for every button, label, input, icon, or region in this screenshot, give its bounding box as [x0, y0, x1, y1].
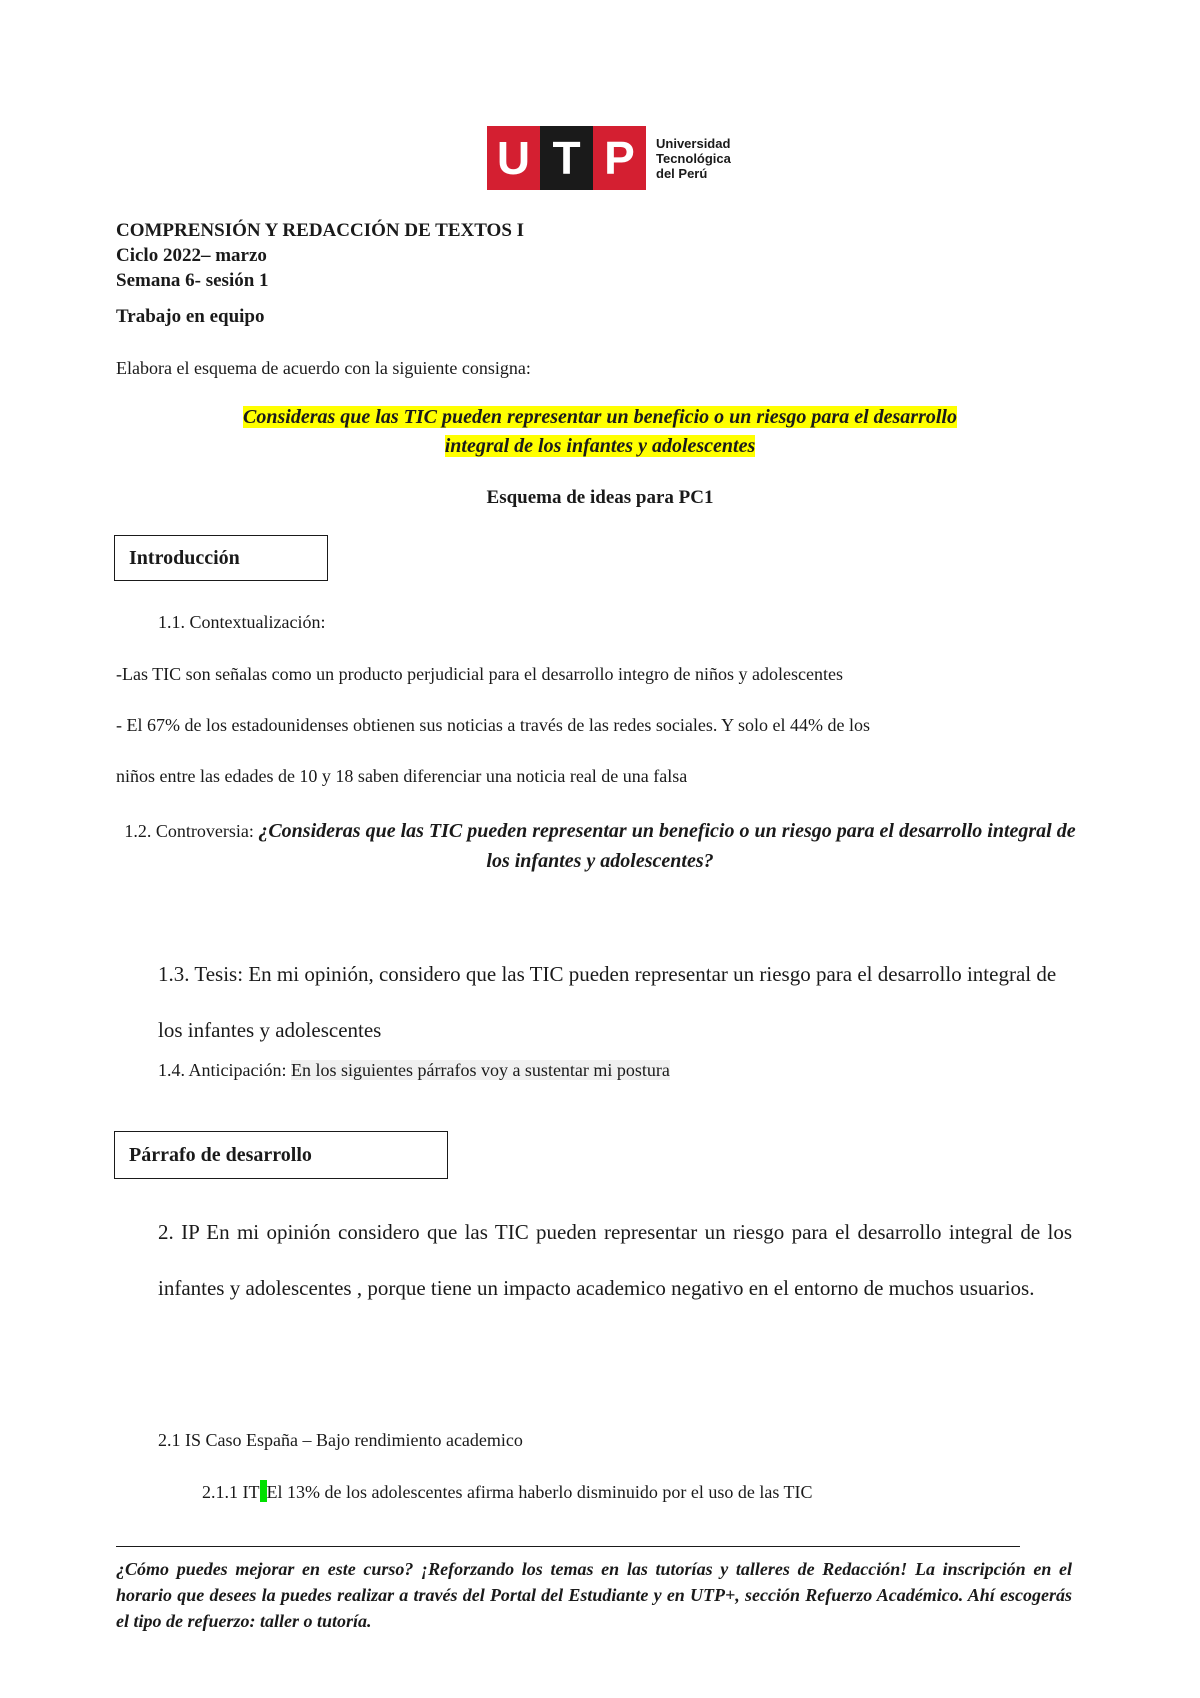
- controversy-label: 1.2. Controversia:: [124, 821, 259, 841]
- introduction-heading-box: [114, 535, 328, 581]
- logo-text: [656, 136, 731, 181]
- course-week: Semana 6- sesión 1: [116, 270, 269, 291]
- anticipation-label: 1.4. Anticipación:: [158, 1060, 291, 1080]
- footer-note: ¿Cómo puedes mejorar en este curso? ¡Reforzando los temas en las tutorías y talleres de Redacción! La inscripción en el horario que desees la puedes realizar a través del Portal del Estudiante y en UTP+, sección Refuerzo Académico. Ahí escogerás el tipo de refuerzo: taller o tutoría.: [116, 1559, 1072, 1631]
- context-label: 1.1. Contextualización:: [158, 612, 326, 632]
- context-bullet-2-continued: niños entre las edades de 10 y 18 saben diferenciar una noticia real de una falsa: [116, 766, 688, 786]
- logo-blocks: [487, 126, 646, 190]
- context-bullet-2: - El 67% de los estadounidenses obtienen sus noticias a través de las redes sociales. Y solo el 44% de los: [116, 715, 870, 735]
- tertiary-idea-label: 2.1.1 IT: [202, 1482, 260, 1502]
- logo-text-line-3: del Perú: [656, 165, 708, 181]
- work-type: Trabajo en equipo: [116, 306, 265, 327]
- secondary-idea: 2.1 IS Caso España – Bajo rendimiento academico: [158, 1430, 523, 1450]
- footer-divider: [116, 1546, 1020, 1547]
- development-heading-box: [114, 1131, 448, 1179]
- prompt-line-2: integral de los infantes y adolescentes: [444, 435, 756, 457]
- controversy-question: ¿Consideras que las TIC pueden representar un beneficio o un riesgo para el desarrollo integral de los infantes y adolescentes?: [258, 820, 1076, 872]
- thesis: 1.3. Tesis: En mi opinión, considero que las TIC pueden representar un riesgo para el desarrollo integral de los infantes y adolescentes: [158, 962, 1057, 1042]
- logo-letter-u: U: [487, 126, 540, 190]
- logo-text-line-2: Tecnológica: [656, 150, 731, 166]
- development-heading: Párrafo de desarrollo: [129, 1143, 312, 1166]
- instruction-text: Elabora el esquema de acuerdo con la siguiente consigna:: [116, 358, 531, 378]
- prompt-question: [116, 403, 1084, 461]
- context-bullet-1: -Las TIC son señalas como un producto perjudicial para el desarrollo integro de niños y adolescentes: [116, 664, 843, 684]
- utp-logo: [487, 126, 731, 190]
- course-title: COMPRENSIÓN Y REDACCIÓN DE TEXTOS I: [116, 220, 525, 241]
- anticipation-text: En los siguientes párrafos voy a sustentar mi postura: [290, 1060, 670, 1080]
- controversy: [116, 816, 1084, 876]
- tertiary-idea: [202, 1480, 813, 1503]
- course-header: [116, 218, 524, 293]
- introduction-heading: Introducción: [129, 546, 240, 569]
- anticipation: [158, 1060, 670, 1081]
- tertiary-idea-text: El 13% de los adolescentes afirma haberlo disminuido por el uso de las TIC: [266, 1482, 813, 1502]
- text-cursor: [260, 1480, 267, 1502]
- logo-letter-p: P: [593, 126, 646, 190]
- schema-title: Esquema de ideas para PC1: [486, 487, 714, 508]
- main-idea-paragraph: 2. IP En mi opinión considero que las TIC pueden representar un riesgo para el desarrollo integral de los infantes y adolescentes , porque tiene un impacto academico negativo en el entorno de muchos usuarios.: [158, 1220, 1072, 1300]
- course-cycle: Ciclo 2022– marzo: [116, 245, 267, 266]
- logo-text-line-1: Universidad: [656, 135, 731, 151]
- prompt-line-1: Consideras que las TIC pueden representar un beneficio o un riesgo para el desarrollo: [243, 406, 957, 428]
- logo-letter-t: T: [540, 126, 593, 190]
